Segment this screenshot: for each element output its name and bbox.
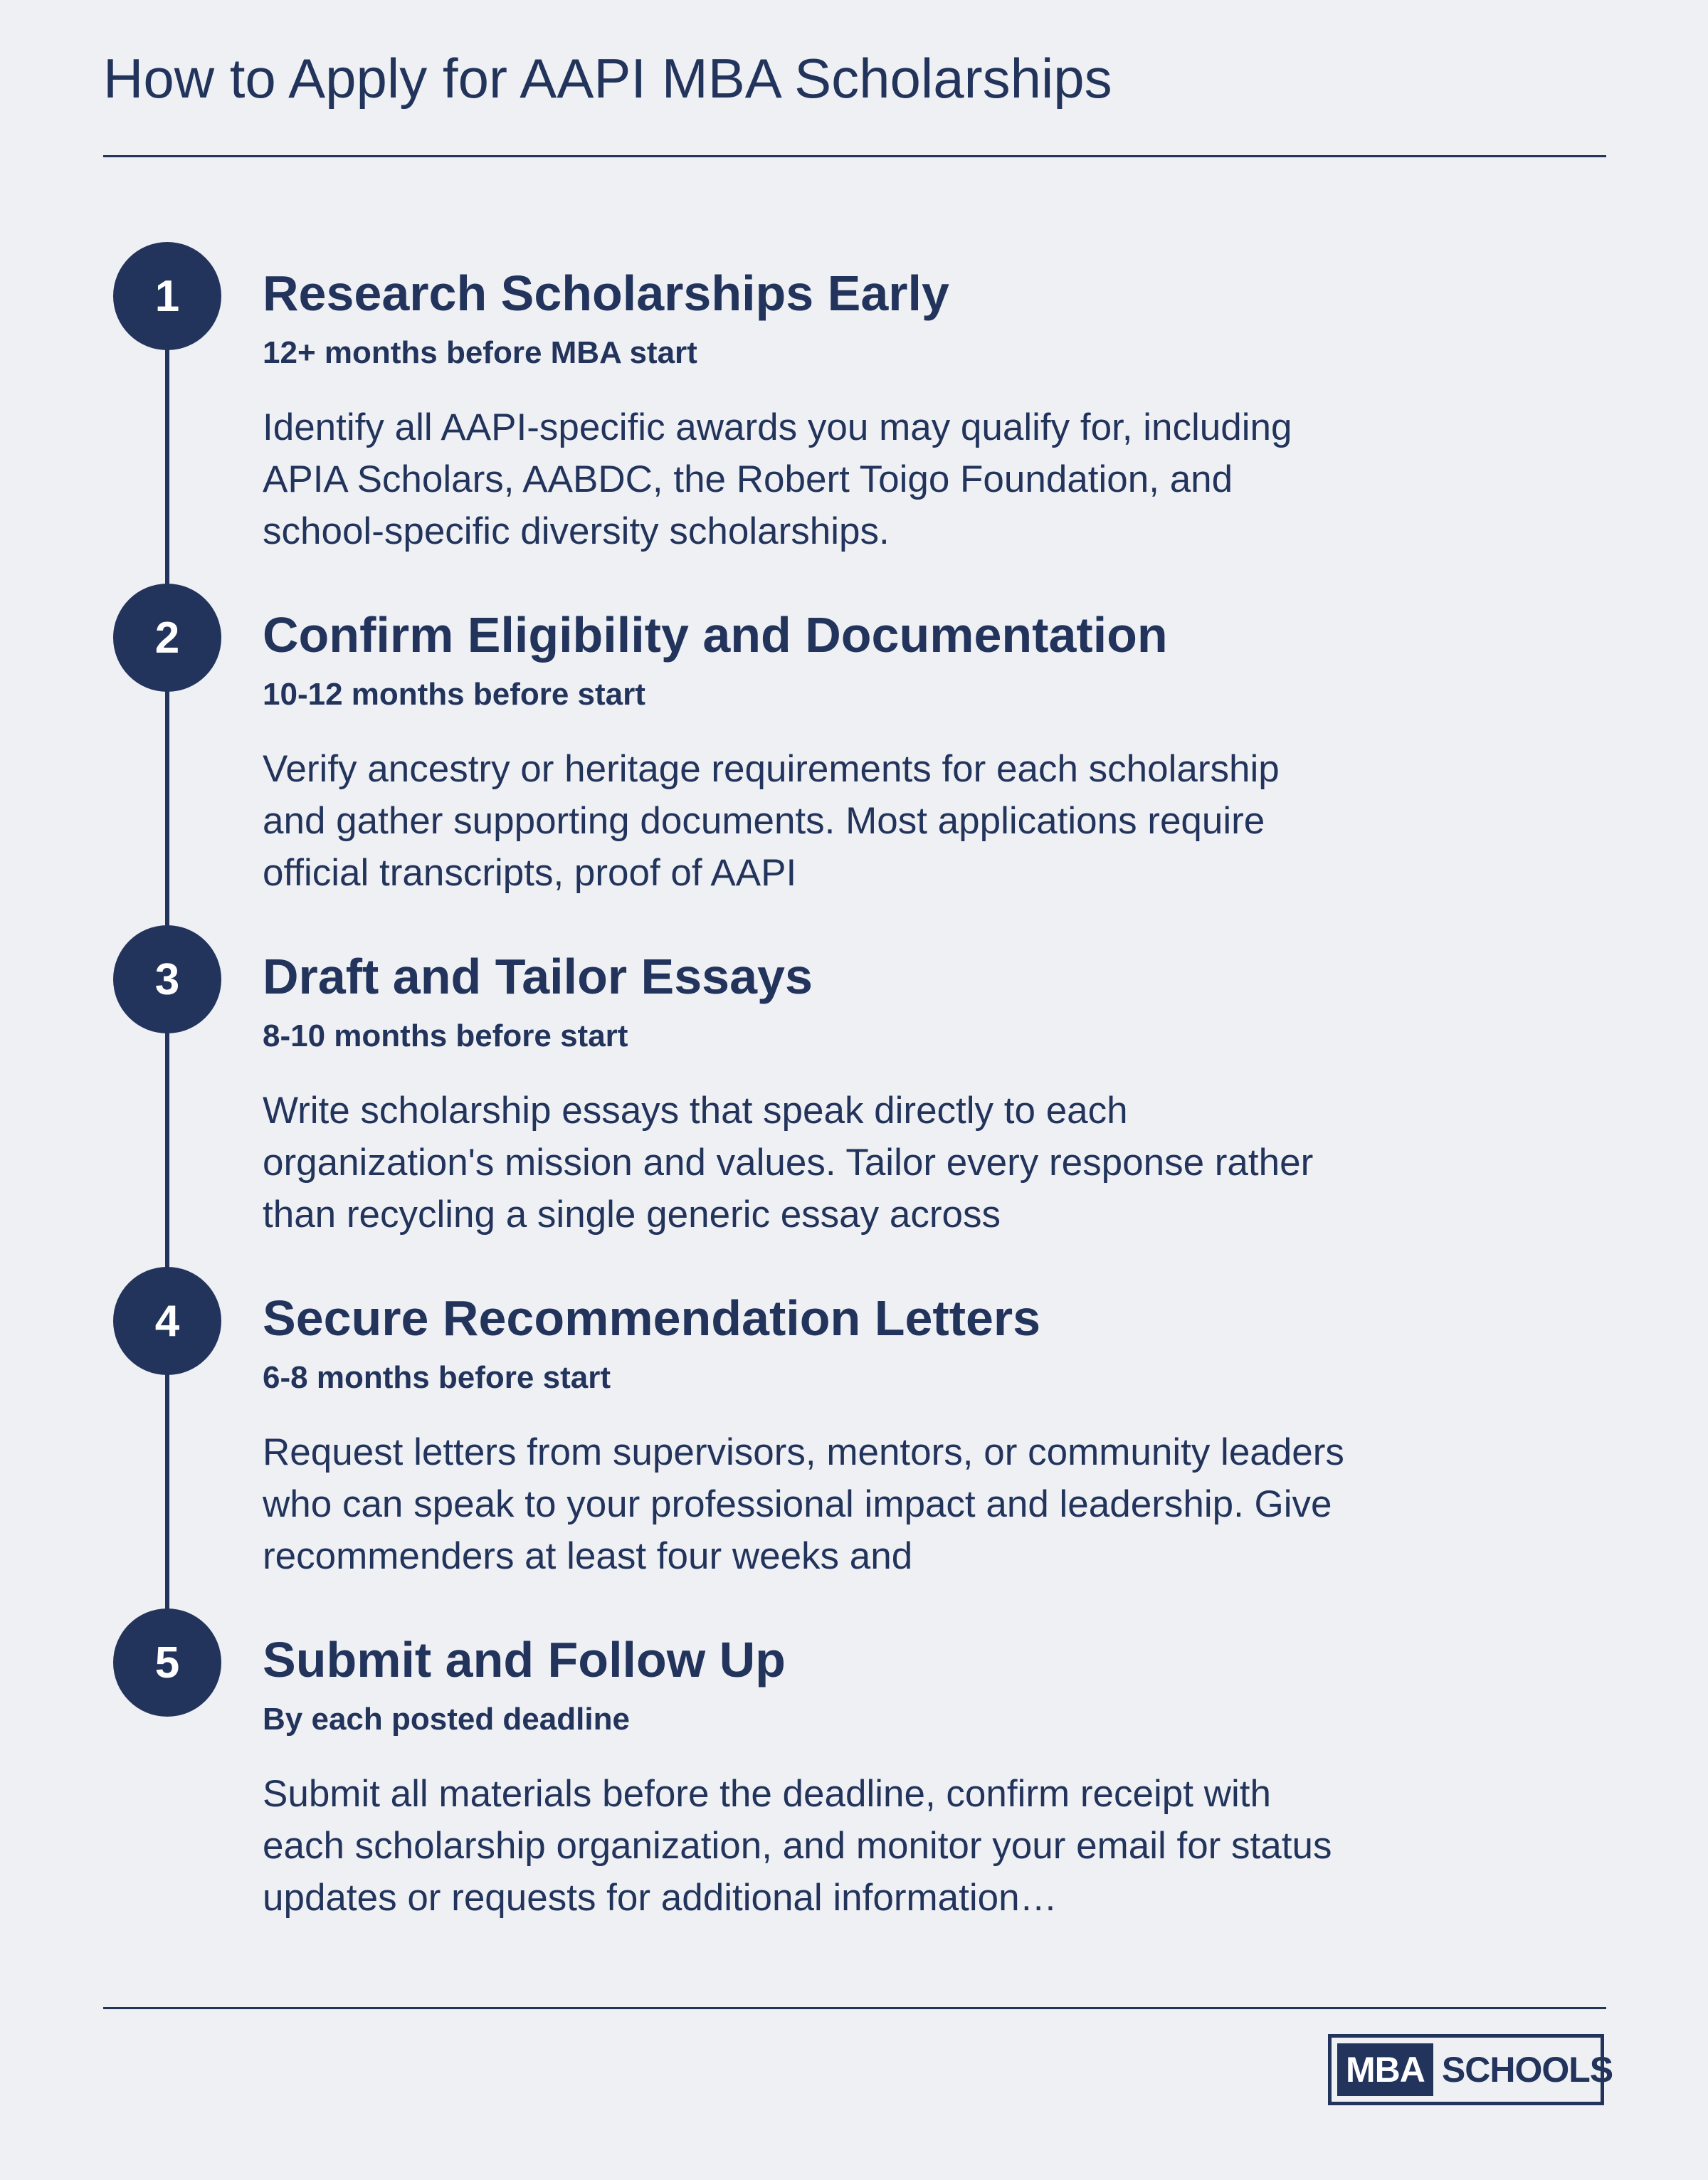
step-title: Secure Recommendation Letters xyxy=(263,1290,1041,1346)
step-number-badge: 5 xyxy=(113,1608,221,1717)
step-description: Write scholarship essays that speak directly to each organization's mission and values. Tailor every response rather than recycling a single generic essay across xyxy=(263,1090,1314,1236)
logo-schools-wordmark: SCHOOLS xyxy=(1441,2050,1613,2090)
step-description: Identify all AAPI-specific awards you may qualify for, including APIA Scholars, AABDC, the Robert Toigo Foundation, and school-specific diversity scholarships. xyxy=(263,406,1292,552)
step-timing: 10-12 months before start xyxy=(263,677,645,712)
step-timing: 12+ months before MBA start xyxy=(263,335,697,370)
step-title: Draft and Tailor Essays xyxy=(263,949,813,1004)
step-number-badge: 3 xyxy=(113,925,221,1033)
step-timing: 8-10 months before start xyxy=(263,1018,628,1053)
step-number-badge: 2 xyxy=(113,584,221,692)
step-timing: By each posted deadline xyxy=(263,1702,630,1737)
logo-mba-mark: MBA xyxy=(1337,2043,1433,2096)
step-5 xyxy=(0,1608,1708,1950)
mba-schools-logo xyxy=(1328,2034,1613,2105)
step-title: Confirm Eligibility and Documentation xyxy=(263,607,1168,663)
step-description: Request letters from supervisors, mentors, or community leaders who can speak to your professional impact and leadership. Give recommenders at least four weeks and xyxy=(263,1431,1344,1577)
step-4 xyxy=(0,1267,1708,1608)
step-number-badge: 1 xyxy=(113,242,221,350)
step-2 xyxy=(0,584,1708,925)
footer-divider xyxy=(103,2007,1606,2009)
title-divider xyxy=(103,155,1606,157)
step-3 xyxy=(0,925,1708,1267)
step-title: Research Scholarships Early xyxy=(263,265,949,321)
step-description: Submit all materials before the deadline, confirm receipt with each scholarship organization, and monitor your email for status updates or requests for additional information… xyxy=(263,1773,1332,1919)
step-title: Submit and Follow Up xyxy=(263,1632,786,1687)
step-timing: 6-8 months before start xyxy=(263,1360,611,1395)
step-description: Verify ancestry or heritage requirements for each scholarship and gather supporting documents. Most applications require official transcripts, proof of AAPI xyxy=(263,748,1280,894)
page-title: How to Apply for AAPI MBA Scholarships xyxy=(103,47,1112,110)
step-1 xyxy=(0,242,1708,584)
step-number-badge: 4 xyxy=(113,1267,221,1375)
